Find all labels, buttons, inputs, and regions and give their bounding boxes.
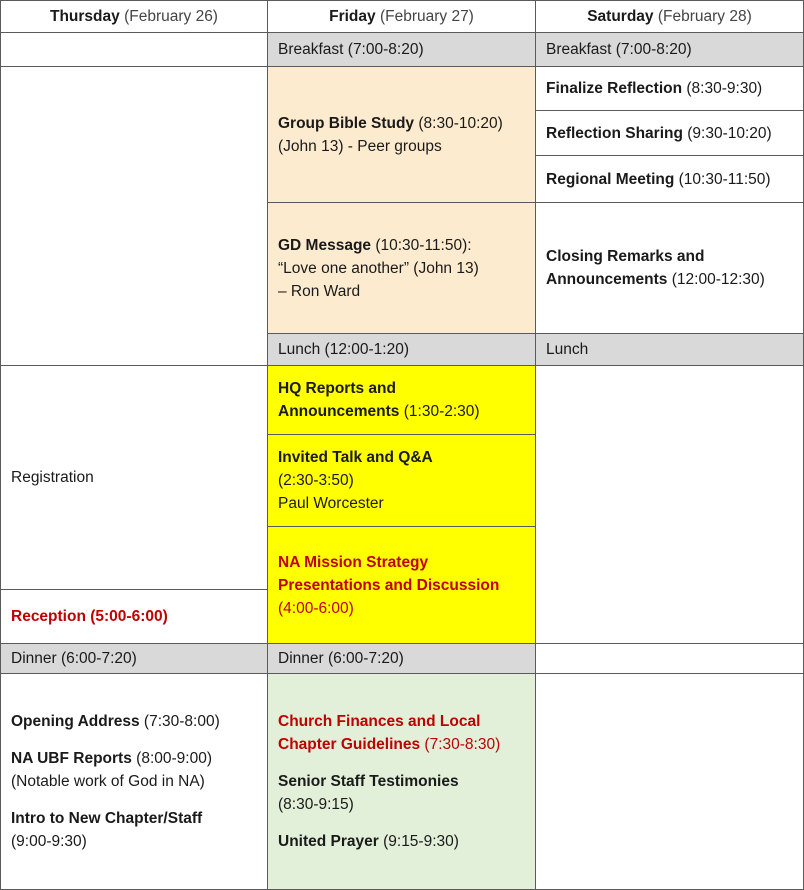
session-time: (9:15-9:30) [378,833,459,850]
session-title-cont: Presentations and Discussion [278,576,500,594]
saturday-reflection-sharing [535,110,804,156]
session-title-cont: Chapter Guidelines [278,736,421,753]
thursday-evening [0,673,268,890]
saturday-lunch [535,333,804,366]
thursday-registration [0,365,268,590]
breakfast-label: Breakfast (7:00-8:20) [278,41,424,58]
session-title: GD Message [278,236,372,254]
session-title: Finalize Reflection [546,80,683,97]
lunch-label: Lunch (12:00-1:20) [278,341,409,358]
header-friday [267,0,536,33]
session-time: (8:00-9:00) [131,750,212,767]
session-title: Church Finances and Local [278,713,481,730]
session-note: (Notable work of God in NA) [11,773,205,790]
session-time: (1:30-2:30) [399,403,480,420]
saturday-closing-remarks [535,202,804,334]
session-speaker: – Ron Ward [278,282,361,300]
session-title-cont: Announcements [546,271,668,288]
saturday-finalize-reflection [535,66,804,111]
session-time: (2:30-3:50) [278,472,354,489]
session-speaker: Paul Worcester [278,495,384,512]
session-title: Senior Staff Testimonies [278,773,459,790]
friday-invited-talk [267,434,536,527]
friday-na-mission-strategy [267,526,536,644]
friday-group-bible-study [267,66,536,203]
session-title-cont: Announcements [278,403,400,420]
friday-lunch [267,333,536,366]
session-title: Opening Address [11,713,140,730]
dinner-label: Dinner (6:00-7:20) [278,650,404,667]
saturday-regional-meeting [535,155,804,203]
session-time: (10:30-11:50) [674,170,771,188]
friday-gd-message [267,202,536,334]
thursday-dinner [0,643,268,674]
friday-breakfast [267,32,536,67]
dinner-label: Dinner (6:00-7:20) [11,650,137,667]
session-time: (7:30-8:30) [420,736,501,753]
registration-label: Registration [11,469,94,486]
session-time: (8:30-9:30) [682,80,763,97]
saturday-breakfast [535,32,804,67]
saturday-empty-dinner [535,643,804,674]
header-date: (February 28) [657,8,752,25]
breakfast-label: Breakfast (7:00-8:20) [546,41,692,58]
session-note: (John 13) - Peer groups [278,137,442,155]
session-title: Regional Meeting [546,170,675,188]
reception-label: Reception (5:00-6:00) [11,608,168,625]
session-title: NA UBF Reports [11,750,132,767]
session-quote: “Love one another” (John 13) [278,259,479,277]
session-title: Intro to New Chapter/Staff [11,810,203,827]
session-title: Closing Remarks and [546,248,705,265]
session-time: (9:30-10:20) [682,124,772,142]
saturday-empty-afternoon [535,365,804,644]
session-time: (9:00-9:30) [11,833,87,850]
header-day: Saturday [587,8,654,25]
session-time: (12:00-12:30) [667,271,765,288]
header-date: (February 26) [124,8,218,25]
session-title: Reflection Sharing [546,124,683,142]
session-time: (7:30-8:00) [139,713,220,730]
session-title: NA Mission Strategy [278,553,429,571]
session-title: Invited Talk and Q&A [278,449,433,466]
header-day: Thursday [50,8,120,25]
friday-evening [267,673,536,890]
session-title: Group Bible Study [278,114,415,132]
friday-hq-reports [267,365,536,435]
session-time: (8:30-10:20) [414,114,503,132]
thursday-empty-morning [0,32,268,67]
header-day: Friday [329,8,376,25]
header-thursday [0,0,268,33]
thursday-reception [0,589,268,644]
saturday-empty-evening [535,673,804,890]
thursday-empty-block [0,66,268,366]
session-title: HQ Reports and [278,380,396,397]
lunch-label: Lunch [546,341,589,358]
session-time: (10:30-11:50): [371,236,472,254]
header-date: (February 27) [379,8,474,25]
session-time: (4:00-6:00) [278,599,354,617]
session-title: United Prayer [278,833,379,850]
friday-dinner [267,643,536,674]
session-time: (8:30-9:15) [278,796,354,813]
header-saturday [535,0,804,33]
